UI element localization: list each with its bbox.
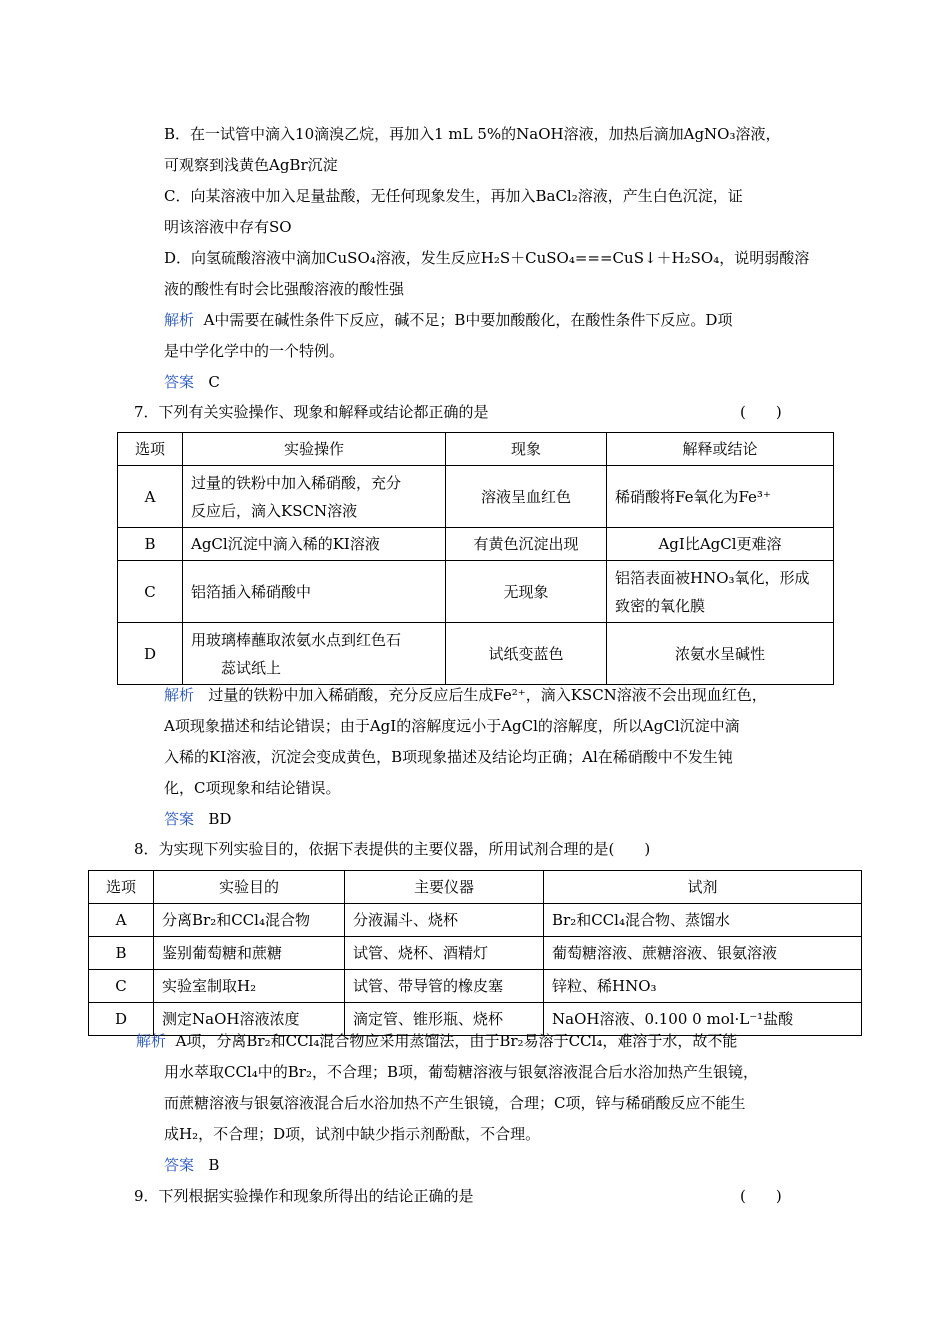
conclusion-cell: AgI比AgCl更难溶 <box>607 528 834 561</box>
operation-cell: AgCl沉淀中滴入稀的KI溶液 <box>183 528 446 561</box>
conclusion-cell: 浓氨水呈碱性 <box>607 623 834 685</box>
q9-answer-paren: ( ) <box>740 1187 782 1205</box>
table-row <box>118 528 834 561</box>
answer-value: B <box>208 1156 220 1174</box>
table-row <box>118 561 834 623</box>
analysis-label: 解析 <box>164 686 195 704</box>
q8-analysis-line3: 而蔗糖溶液与银氨溶液混合后水浴加热不产生银镜，合理；C项，锌与稀硝酸反应不能生 <box>164 1094 746 1112</box>
phenomenon-cell: 有黄色沉淀出现 <box>446 528 607 561</box>
q7-analysis-line2: A项现象描述和结论错误；由于AgI的溶解度远小于AgCl的溶解度，所以AgCl沉淀中滴 <box>164 717 740 735</box>
table-header-row <box>118 433 834 466</box>
q8-stem: 8．为实现下列实验目的，依据下表提供的主要仪器，所用试剂合理的是( ) <box>134 840 651 858</box>
q8-analysis-line1 <box>136 1030 737 1052</box>
option-cell: B <box>89 937 154 970</box>
operation-cell: 过量的铁粉中加入稀硝酸，充分 反应后，滴入KSCN溶液 <box>183 466 446 528</box>
q6-option-d-line1: D．向氢硫酸溶液中滴加CuSO₄溶液，发生反应H₂S＋CuSO₄===CuS↓＋H₂SO₄，说明弱酸溶 <box>164 249 810 267</box>
goal-cell: 分离Br₂和CCl₄混合物 <box>154 904 345 937</box>
q7-analysis-line4: 化，C项现象和结论错误。 <box>164 779 341 797</box>
header-cell: 解释或结论 <box>607 433 834 466</box>
table-row <box>118 466 834 528</box>
conclusion-cell: 稀硝酸将Fe氧化为Fe³⁺ <box>607 466 834 528</box>
analysis-label: 解析 <box>164 311 195 329</box>
analysis-text: 过量的铁粉中加入稀硝酸，充分反应后生成Fe²⁺，滴入KSCN溶液不会出现血红色， <box>208 686 767 704</box>
instrument-cell: 试管、烧杯、酒精灯 <box>345 937 544 970</box>
q6-option-d-line2: 液的酸性有时会比强酸溶液的酸性强 <box>164 280 405 298</box>
q6-option-c-line2: 明该溶液中存有SO <box>164 218 292 236</box>
option-cell: B <box>118 528 183 561</box>
instrument-cell: 试管、带导管的橡皮塞 <box>345 970 544 1003</box>
q8-analysis-line4: 成H₂，不合理；D项，试剂中缺少指示剂酚酞，不合理。 <box>164 1125 541 1143</box>
analysis-label: 解析 <box>136 1032 167 1050</box>
goal-cell: 测定NaOH溶液浓度 <box>154 1003 345 1036</box>
q9-stem: 9．下列根据实验操作和现象所得出的结论正确的是 <box>134 1187 474 1205</box>
reagent-cell: 锌粒、稀HNO₃ <box>544 970 862 1003</box>
header-cell: 选项 <box>89 871 154 904</box>
answer-label: 答案 <box>164 810 195 828</box>
instrument-cell: 滴定管、锥形瓶、烧杯 <box>345 1003 544 1036</box>
q7-analysis-line1 <box>164 684 767 706</box>
reagent-cell: Br₂和CCl₄混合物、蒸馏水 <box>544 904 862 937</box>
goal-cell: 实验室制取H₂ <box>154 970 345 1003</box>
q8-table <box>88 870 862 1036</box>
table-row <box>89 904 862 937</box>
header-cell: 主要仪器 <box>345 871 544 904</box>
q7-answer-paren: ( ) <box>740 403 782 421</box>
operation-cell: 铝箔插入稀硝酸中 <box>183 561 446 623</box>
header-cell: 实验目的 <box>154 871 345 904</box>
header-cell: 试剂 <box>544 871 862 904</box>
goal-cell: 鉴别葡萄糖和蔗糖 <box>154 937 345 970</box>
reagent-cell: NaOH溶液、0.100 0 mol·L⁻¹盐酸 <box>544 1003 862 1036</box>
table-header-row <box>89 871 862 904</box>
answer-label: 答案 <box>164 1156 195 1174</box>
reagent-cell: 葡萄糖溶液、蔗糖溶液、银氨溶液 <box>544 937 862 970</box>
answer-value: BD <box>208 810 232 828</box>
q6-answer <box>164 371 220 393</box>
answer-value: C <box>208 373 220 391</box>
q6-option-c-line1: C．向某溶液中加入足量盐酸，无任何现象发生，再加入BaCl₂溶液，产生白色沉淀，证 <box>164 187 743 205</box>
option-cell: C <box>118 561 183 623</box>
option-cell: D <box>89 1003 154 1036</box>
instrument-cell: 分液漏斗、烧杯 <box>345 904 544 937</box>
option-cell: D <box>118 623 183 685</box>
operation-cell: 用玻璃棒蘸取浓氨水点到红色石 蕊试纸上 <box>183 623 446 685</box>
q8-answer <box>164 1154 219 1176</box>
header-cell: 选项 <box>118 433 183 466</box>
analysis-text: A中需要在碱性条件下反应，碱不足；B中要加酸酸化，在酸性条件下反应。D项 <box>203 311 733 329</box>
option-cell: A <box>89 904 154 937</box>
phenomenon-cell: 溶液呈血红色 <box>446 466 607 528</box>
option-cell: C <box>89 970 154 1003</box>
q7-table <box>117 432 834 685</box>
table-row <box>118 623 834 685</box>
q6-option-b-line1: B．在一试管中滴入10滴溴乙烷，再加入1 mL 5%的NaOH溶液，加热后滴加AgNO₃溶液， <box>164 125 781 143</box>
q8-analysis-line2: 用水萃取CCl₄中的Br₂，不合理；B项，葡萄糖溶液与银氨溶液混合后水浴加热产生银镜， <box>164 1063 758 1081</box>
phenomenon-cell: 无现象 <box>446 561 607 623</box>
conclusion-cell: 铝箔表面被HNO₃氧化，形成 致密的氧化膜 <box>607 561 834 623</box>
header-cell: 现象 <box>446 433 607 466</box>
table-row <box>89 970 862 1003</box>
header-cell: 实验操作 <box>183 433 446 466</box>
q7-analysis-line3: 入稀的KI溶液，沉淀会变成黄色，B项现象描述及结论均正确；Al在稀硝酸中不发生钝 <box>164 748 733 766</box>
q6-option-b-line2: 可观察到浅黄色AgBr沉淀 <box>164 156 338 174</box>
q6-analysis-line1 <box>164 309 732 331</box>
option-cell: A <box>118 466 183 528</box>
analysis-text: A项，分离Br₂和CCl₄混合物应采用蒸馏法，由于Br₂易溶于CCl₄，难溶于水，故不能 <box>175 1032 738 1050</box>
q7-answer <box>164 808 231 830</box>
answer-label: 答案 <box>164 373 195 391</box>
phenomenon-cell: 试纸变蓝色 <box>446 623 607 685</box>
q6-analysis-line2: 是中学化学中的一个特例。 <box>164 342 345 360</box>
q7-stem: 7．下列有关实验操作、现象和解释或结论都正确的是 <box>134 403 489 421</box>
table-row <box>89 937 862 970</box>
